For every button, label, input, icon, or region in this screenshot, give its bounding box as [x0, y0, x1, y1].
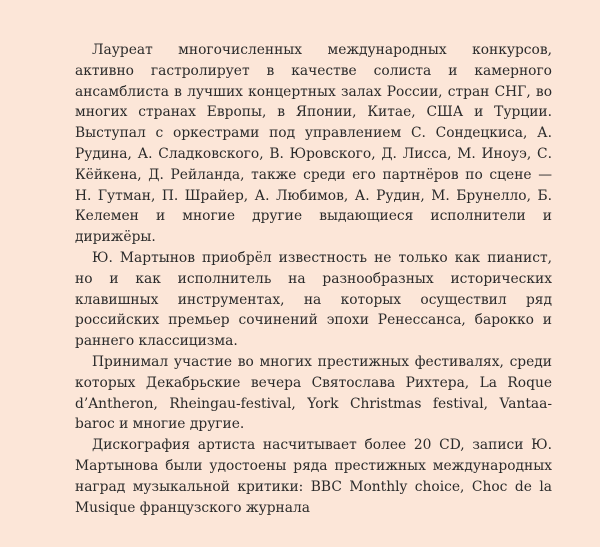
- biography-text: [75, 40, 552, 518]
- paragraph-historical-instruments: Ю. Мартынов приобрёл известность не только как пианист, но и как исполнитель на разнообразных исторических клавишных инструментах, на которых осуществил ряд российских премьер сочинений эпохи Ренессанса, барокко и раннего классицизма.: [75, 249, 552, 350]
- paragraph-festivals: Принимал участие во многих престижных фестивалях, среди которых Декабрьские вечера Святослава Рихтера, La Roque d’Antheron, Rheingau-festival, York Christmas festival, Vantaa-baroc и многие другие.: [75, 353, 552, 433]
- paragraph-laureate: Лауреат многочисленных международных конкурсов, активно гастролирует в качестве солиста и камерного ансамблиста в лучших концертных залах России, стран СНГ, во многих странах Европы, в Японии, Китае, США и Турции. Выступал с оркестрами под управлением С. Сондецкиса, А. Рудина, А. Сладковского, В. Юровского, Д. Лисса, М. Иноуэ, С. Кёйкена, Д. Рейланда, также среди его партнёров по сцене — Н. Гутман, П. Шрайер, А. Любимов, А. Рудин, М. Брунелло, Б. Келемен и многие другие выдающиеся исполнители и дирижёры.: [75, 42, 552, 246]
- paragraph-discography: Дискография артиста насчитывает более 20 CD, записи Ю. Мартынова были удостоены ряда престижных международных наград музыкальной критики: BBC Monthly choice, Choc de la Musique французского журнала: [75, 437, 552, 516]
